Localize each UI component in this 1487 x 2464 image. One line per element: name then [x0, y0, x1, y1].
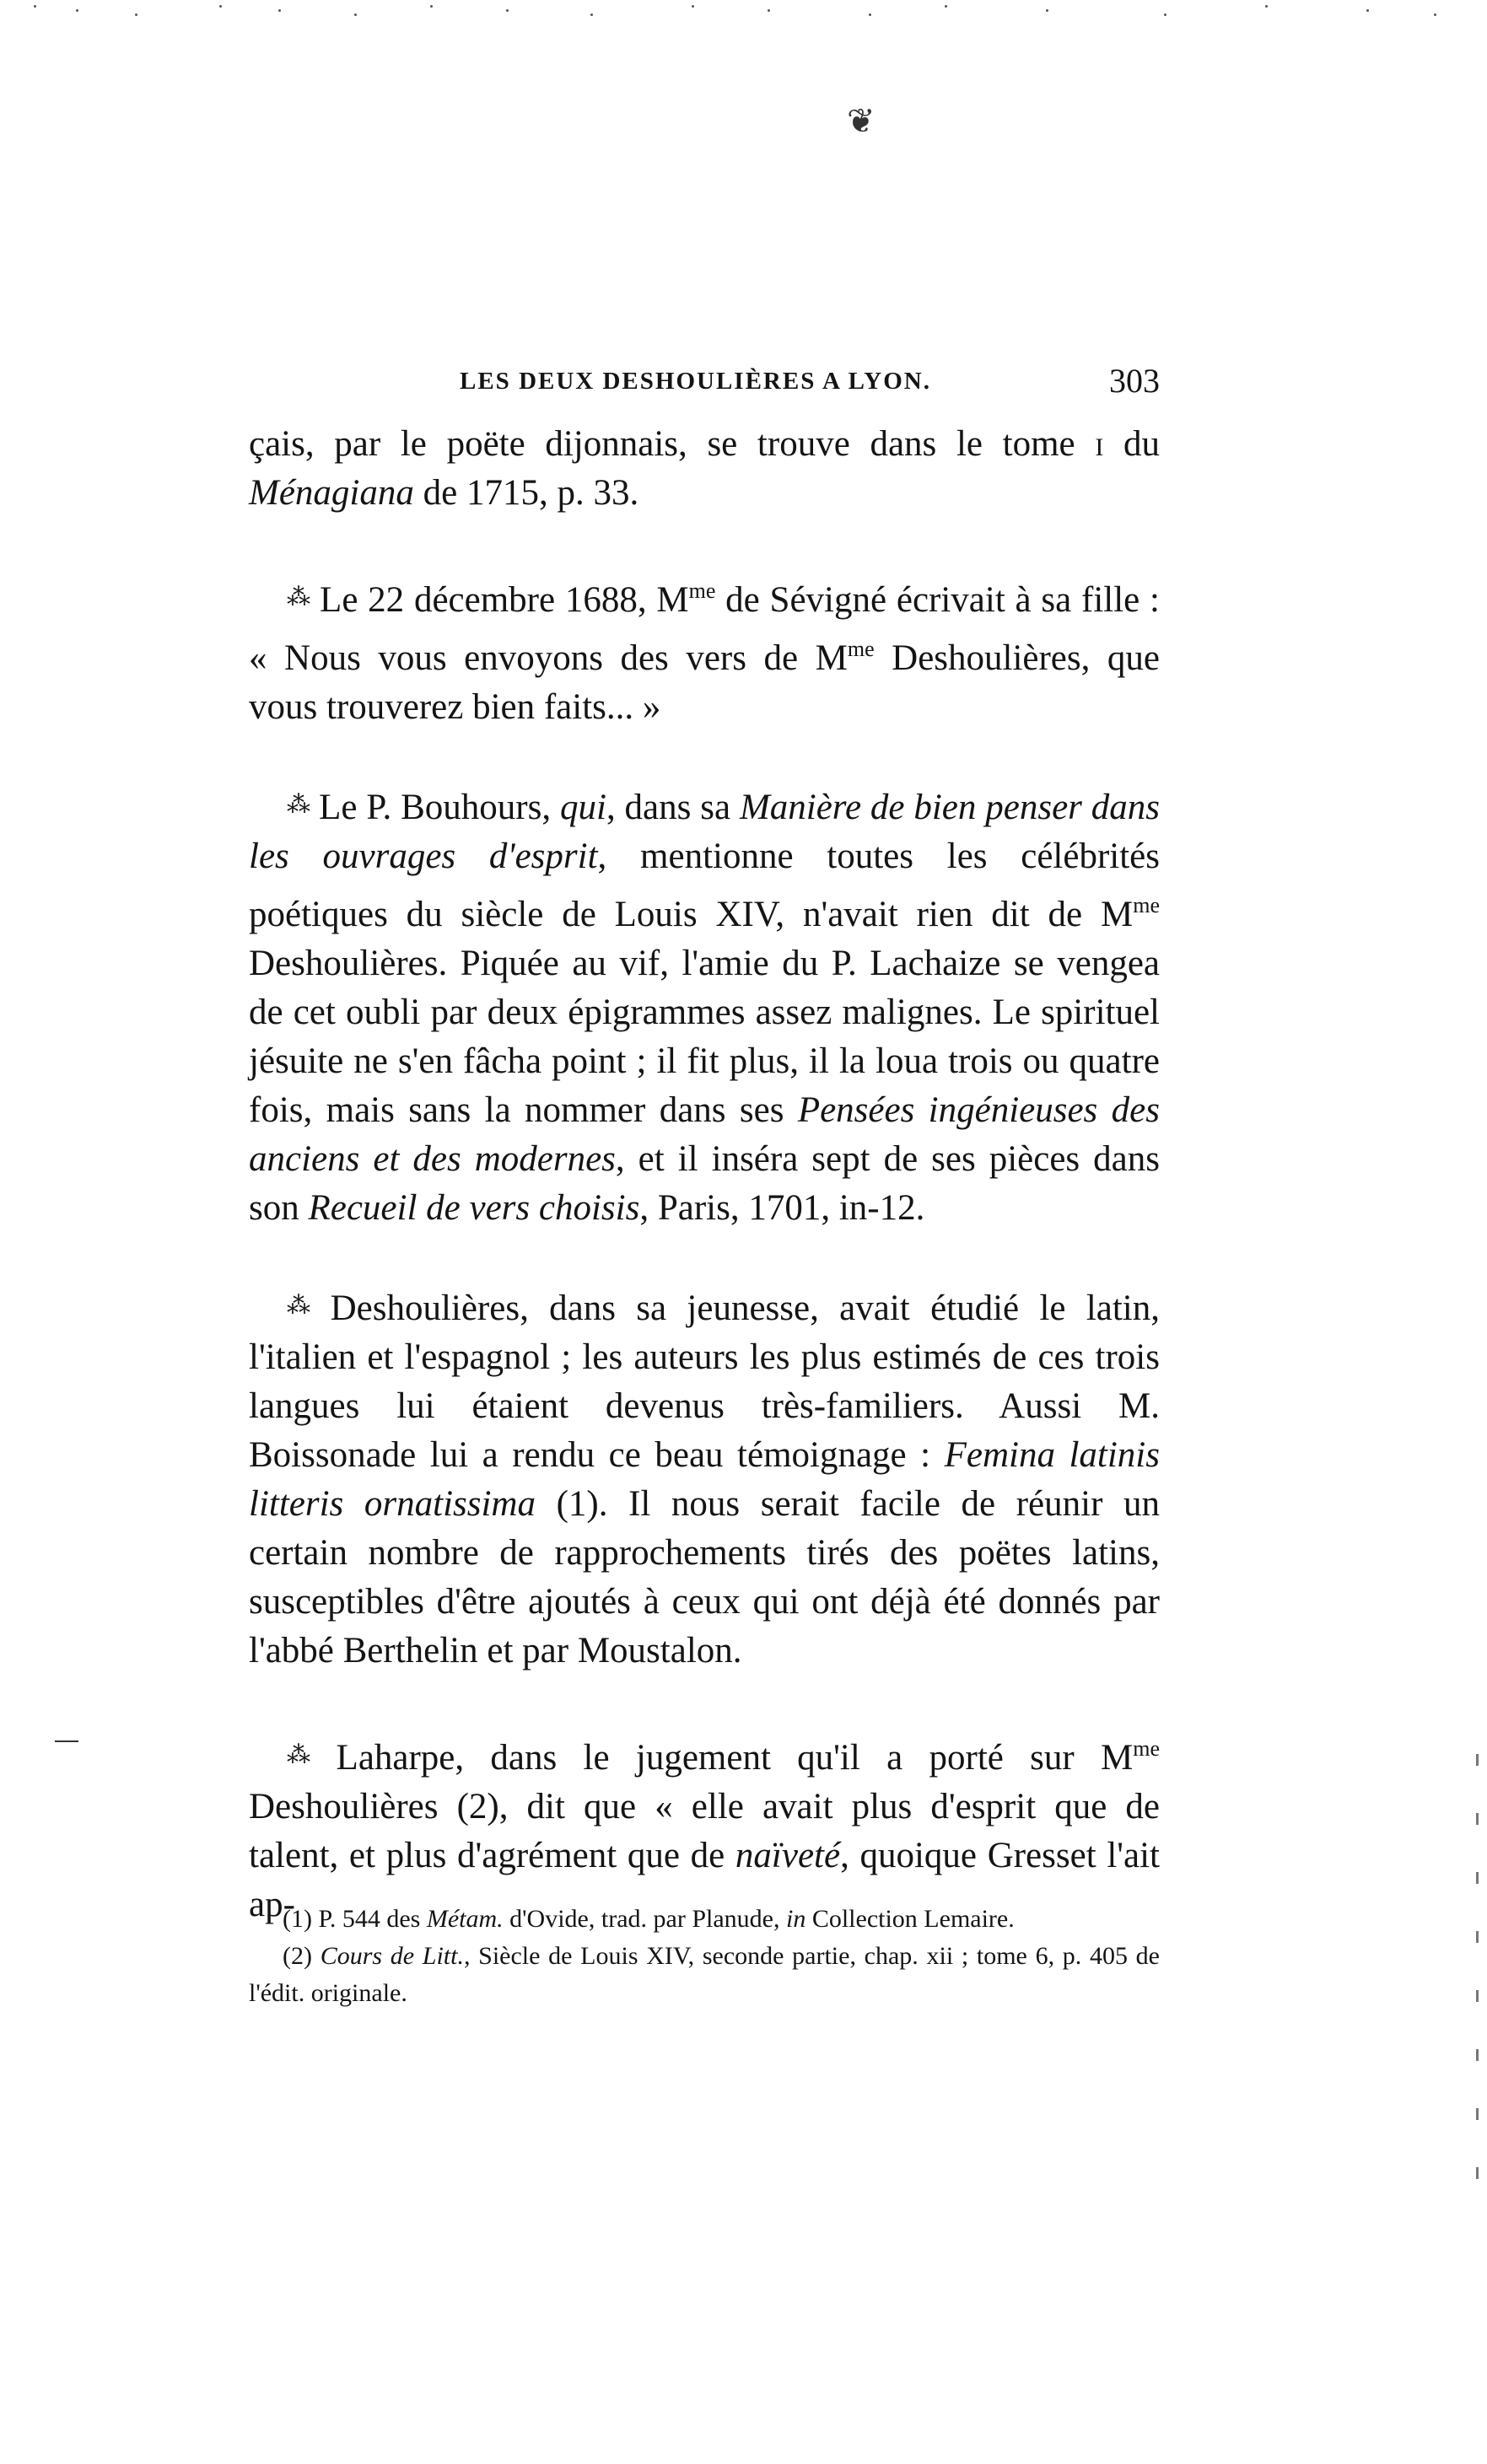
- superscript: me: [847, 637, 875, 661]
- paper-speck: [869, 13, 871, 16]
- italic-text: Recueil de vers choisis: [308, 1188, 640, 1228]
- text-run: Deshoulières, dans sa jeunesse, avait étudié le latin, l'italien et l'espagnol ; les auteurs les plus estimés de ces trois langues lui étaient devenus très-familiers. Aussi M. Boissonade lui a rendu ce beau témoignage :: [249, 1288, 1160, 1475]
- paper-edge-mark: [1476, 2049, 1479, 2061]
- text-run: Le P. Bouhours,: [319, 788, 560, 827]
- margin-dash: [55, 1740, 78, 1742]
- italic-text: Pensées ingénieuses des anciens et des modernes: [249, 1090, 1160, 1179]
- running-header: [249, 361, 1160, 412]
- paper-speck: [1046, 9, 1048, 12]
- text-run: i: [1095, 424, 1104, 464]
- asterism-icon: ⁂: [287, 792, 313, 818]
- paper-edge-mark: [1476, 1990, 1479, 2002]
- text-run: Le 22 décembre 1688, M: [320, 580, 689, 620]
- text-run: , quoique Gresset l'ait ap-: [249, 1836, 1160, 1924]
- running-title: LES DEUX DESHOULIÈRES A LYON.: [460, 368, 931, 395]
- text-run: çais, par le poëte dijonnais, se trouve dans le tome: [249, 424, 1096, 464]
- italic-text: Métam.: [426, 1905, 504, 1933]
- body-text: [249, 420, 1160, 1929]
- paper-edge-mark: [1476, 1813, 1479, 1825]
- italic-text: Ménagiana: [249, 473, 414, 513]
- entry-paragraph: [249, 1724, 1160, 1929]
- paper-edge-mark: [1476, 1931, 1479, 1943]
- text-run: , et il inséra sept de ses pièces dans son: [249, 1139, 1160, 1228]
- italic-text: Femina latinis litteris ornatissima: [249, 1435, 1160, 1524]
- paper-speck: [692, 5, 694, 8]
- text-run: , mentionne toutes les célébrités poétiques du siècle de Louis XIV, n'avait rien dit de M: [249, 837, 1160, 934]
- paper-speck: [278, 9, 281, 12]
- text-run: (1) P. 544 des: [283, 1905, 427, 1933]
- asterism-icon: ⁂: [287, 1293, 324, 1319]
- footnotes: [249, 1901, 1160, 2012]
- superscript: me: [688, 578, 716, 603]
- paper-edge-mark: [1476, 1754, 1479, 1766]
- italic-text: naïveté: [735, 1836, 841, 1875]
- text-run: Collection Lemaire.: [805, 1905, 1015, 1933]
- entry-paragraph: [249, 567, 1160, 732]
- footnote: [249, 1938, 1160, 2012]
- paper-speck: [219, 5, 222, 8]
- text-run: , Paris, 1701, in-12.: [639, 1188, 925, 1228]
- paper-edge-mark: [1476, 2167, 1479, 2179]
- italic-text: in: [785, 1905, 806, 1933]
- text-run: d'Ovide, trad. par Planude,: [503, 1905, 786, 1933]
- text-run: de Sévigné écrivait à sa fille : « Nous vous envoyons des vers de M: [249, 580, 1160, 678]
- text-run: (2): [283, 1942, 321, 1970]
- text-run: Deshoulières. Piquée au vif, l'amie du P. Lachaize se vengea de cet oubli par deux épigrammes assez malignes. Le spirituel jésuite ne s'en fâcha point ; il fit plus, il la loua trois ou quatre fois, mais sans la nommer dans ses: [249, 944, 1160, 1130]
- text-run: du: [1103, 424, 1161, 464]
- paper-speck: [354, 13, 357, 16]
- entry-paragraph: [249, 1282, 1160, 1676]
- paper-speck: [1434, 13, 1436, 16]
- paper-speck: [1164, 13, 1166, 16]
- paper-speck: [945, 5, 947, 8]
- paper-speck: [590, 13, 593, 16]
- italic-text: qui: [559, 788, 606, 827]
- paper-speck: [1366, 9, 1369, 12]
- italic-text: Cours de Litt.: [320, 1942, 464, 1970]
- paper-speck: [34, 5, 36, 8]
- continued-paragraph: [249, 420, 1160, 518]
- paper-speck: [768, 9, 770, 12]
- paper-speck: [506, 9, 509, 12]
- text-run: , dans sa: [606, 788, 740, 827]
- italic-text: Manière de bien penser dans les ouvrages d'esprit: [249, 788, 1161, 876]
- text-run: de 1715, p. 33.: [413, 473, 639, 513]
- text-run: Deshoulières (2), dit que « elle avait plus d'esprit que de talent, et plus d'agrément que de: [249, 1787, 1160, 1875]
- ink-blot-ornament: ❦: [847, 102, 875, 140]
- text-run: Deshoulières, que vous trouverez bien faits... »: [249, 638, 1160, 727]
- paper-speck: [135, 13, 137, 16]
- text-run: Laharpe, dans le jugement qu'il a porté sur M: [336, 1738, 1134, 1778]
- entry-paragraph: [249, 781, 1160, 1233]
- page-number: 303: [1109, 362, 1160, 400]
- asterism-icon: ⁂: [287, 1742, 330, 1768]
- text-run: (1). Il nous serait facile de réunir un certain nombre de rapprochements tirés des poëtes latins, susceptibles d'être ajoutés à ceux qui ont déjà été donnés par l'abbé Berthelin et par Moustalon.: [249, 1484, 1160, 1670]
- top-edge-specks: [0, 0, 1487, 25]
- paper-speck: [430, 5, 433, 8]
- text-run: , Siècle de Louis XIV, seconde partie, chap. xii ; tome 6, p. 405 de l'édit. originale.: [249, 1942, 1160, 2007]
- footnote: [249, 1901, 1160, 1938]
- paper-speck: [76, 9, 78, 12]
- superscript: me: [1133, 1736, 1160, 1761]
- paper-edge-mark: [1476, 1872, 1479, 1884]
- paper-edge-mark: [1476, 2108, 1479, 2120]
- asterism-icon: ⁂: [287, 584, 314, 611]
- superscript: me: [1133, 893, 1160, 917]
- paper-speck: [1265, 5, 1268, 8]
